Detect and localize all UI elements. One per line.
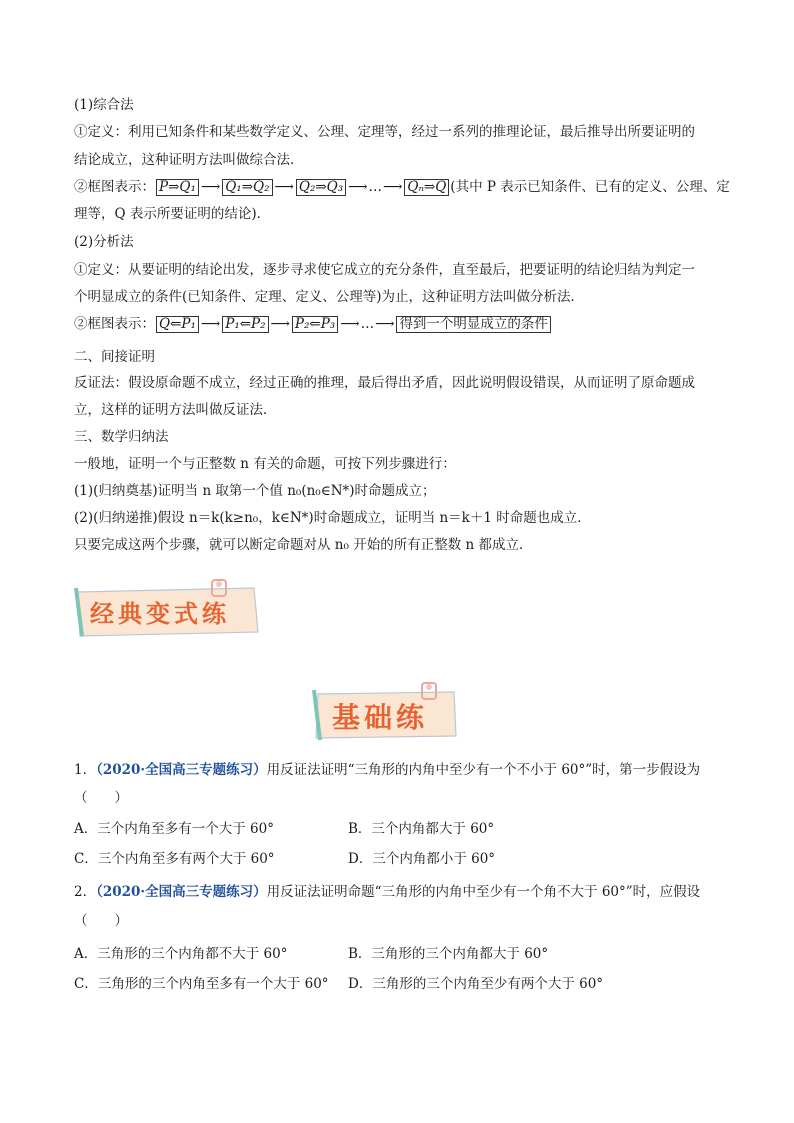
synth-chart-label: ②框图表示： bbox=[74, 179, 155, 195]
analysis-box-2: P₁⇐P₂ bbox=[222, 316, 268, 333]
question-number: 2． bbox=[74, 884, 97, 900]
practice-banner bbox=[72, 578, 262, 642]
arrow-icon: ⟶ bbox=[274, 179, 294, 195]
arrow-icon: ⟶ bbox=[270, 316, 290, 332]
indirect-line1: 反证法：假设原命题不成立，经过正确的推理，最后得出矛盾，因此说明假设错误，从而证明了原命题成 bbox=[74, 375, 695, 391]
question-2-option-a[interactable]: A．三角形的三个内角都不大于 60° bbox=[74, 946, 288, 962]
arrow-icon: ⟶ bbox=[383, 179, 403, 195]
arrow-icon: ⟶ bbox=[200, 316, 221, 332]
practice-banner-text: 经典变式练 bbox=[90, 600, 230, 628]
induction-line2: (1)(归纳奠基)证明当 n 取第一个值 n₀(n₀∈N*)时命题成立； bbox=[74, 483, 436, 499]
synth-box-2: Q₁⇒Q₂ bbox=[222, 179, 272, 196]
arrow-icon: ⟶ bbox=[340, 316, 360, 332]
analysis-def-line1: ①定义：从要证明的结论出发，逐步寻求使它成立的充分条件，直至最后，把要证明的结论归结为判定一 bbox=[74, 262, 695, 278]
induction-line1: 一般地，证明一个与正整数 n 有关的命题，可按下列步骤进行： bbox=[74, 456, 456, 472]
arrow-icon: ⟶ bbox=[348, 179, 368, 195]
induction-line4: 只要完成这两个步骤，就可以断定命题对从 n₀ 开始的所有正整数 n 都成立． bbox=[74, 537, 533, 553]
synth-box-3: Q₂⇒Q₃ bbox=[296, 179, 346, 196]
analysis-flowchart bbox=[74, 314, 552, 334]
question-2-option-c[interactable]: C．三角形的三个内角至多有一个大于 60° bbox=[74, 976, 329, 992]
ellipsis: … bbox=[368, 179, 383, 195]
arrow-icon: ⟶ bbox=[375, 316, 395, 332]
question-1-option-b[interactable]: B．三个内角都大于 60° bbox=[348, 821, 495, 837]
question-2-option-d[interactable]: D．三角形的三个内角至少有两个大于 60° bbox=[348, 976, 604, 992]
synth-chart-tail: (其中 P 表示已知条件、已有的定义、公理、定 bbox=[450, 179, 730, 195]
basic-banner-text: 基础练 bbox=[332, 701, 429, 734]
question-1-option-d[interactable]: D．三个内角都小于 60° bbox=[348, 851, 496, 867]
synth-title: (1)综合法 bbox=[74, 97, 134, 113]
question-2-paren: （ ） bbox=[74, 913, 128, 929]
analysis-title: (2)分析法 bbox=[74, 234, 134, 250]
induction-line3: (2)(归纳递推)假设 n＝k(k≥n₀，k∈N*)时命题成立，证明当 n＝k＋1 时命题也成立． bbox=[74, 510, 591, 526]
question-text: 用反证法证明“三角形的内角中至少有一个不小于 60°”时，第一步假设为 bbox=[266, 762, 701, 778]
analysis-def-line2: 个明显成立的条件(已知条件、定理、定义、公理等)为止，这种证明方法叫做分析法． bbox=[74, 289, 585, 305]
question-1-option-a[interactable]: A．三个内角至多有一个大于 60° bbox=[74, 821, 274, 837]
synth-def-label: ①定义： bbox=[74, 124, 128, 140]
synth-def-line1 bbox=[74, 122, 695, 142]
analysis-box-3: P₂⇐P₃ bbox=[292, 316, 338, 333]
synth-box-4: Qₙ⇒Q bbox=[404, 179, 449, 196]
question-2-stem bbox=[74, 882, 700, 902]
question-2-option-b[interactable]: B．三角形的三个内角都大于 60° bbox=[348, 946, 549, 962]
question-number: 1． bbox=[74, 762, 97, 778]
question-text: 用反证法证明命题“三角形的内角中至少有一个角不大于 60°”时，应假设 bbox=[266, 884, 701, 900]
synth-box-1: P⇒Q₁ bbox=[156, 179, 199, 196]
question-1-option-c[interactable]: C．三个内角至多有两个大于 60° bbox=[74, 851, 275, 867]
question-source: （2020·全国高三专题练习） bbox=[96, 884, 267, 900]
synth-flowchart bbox=[74, 177, 730, 197]
synth-chart-line2: 理等，Q 表示所要证明的结论)． bbox=[74, 206, 271, 222]
analysis-box-4: 得到一个明显成立的条件 bbox=[396, 316, 551, 333]
indirect-title: 二、间接证明 bbox=[74, 349, 155, 365]
indirect-line2: 立，这样的证明方法叫做反证法． bbox=[74, 402, 277, 418]
basic-banner bbox=[310, 682, 460, 746]
synth-def-line2: 结论成立，这种证明方法叫做综合法． bbox=[74, 152, 304, 168]
arrow-icon: ⟶ bbox=[200, 179, 221, 195]
induction-title: 三、数学归纳法 bbox=[74, 429, 169, 445]
question-1-stem bbox=[74, 760, 700, 780]
ellipsis: … bbox=[360, 316, 375, 332]
question-source: （2020·全国高三专题练习） bbox=[96, 762, 267, 778]
analysis-box-1: Q⇐P₁ bbox=[156, 316, 199, 333]
synth-def-text: 利用已知条件和某些数学定义、公理、定理等，经过一系列的推理论证，最后推导出所要证明的 bbox=[128, 124, 695, 140]
question-1-paren: （ ） bbox=[74, 790, 128, 806]
analysis-chart-label: ②框图表示： bbox=[74, 316, 155, 332]
